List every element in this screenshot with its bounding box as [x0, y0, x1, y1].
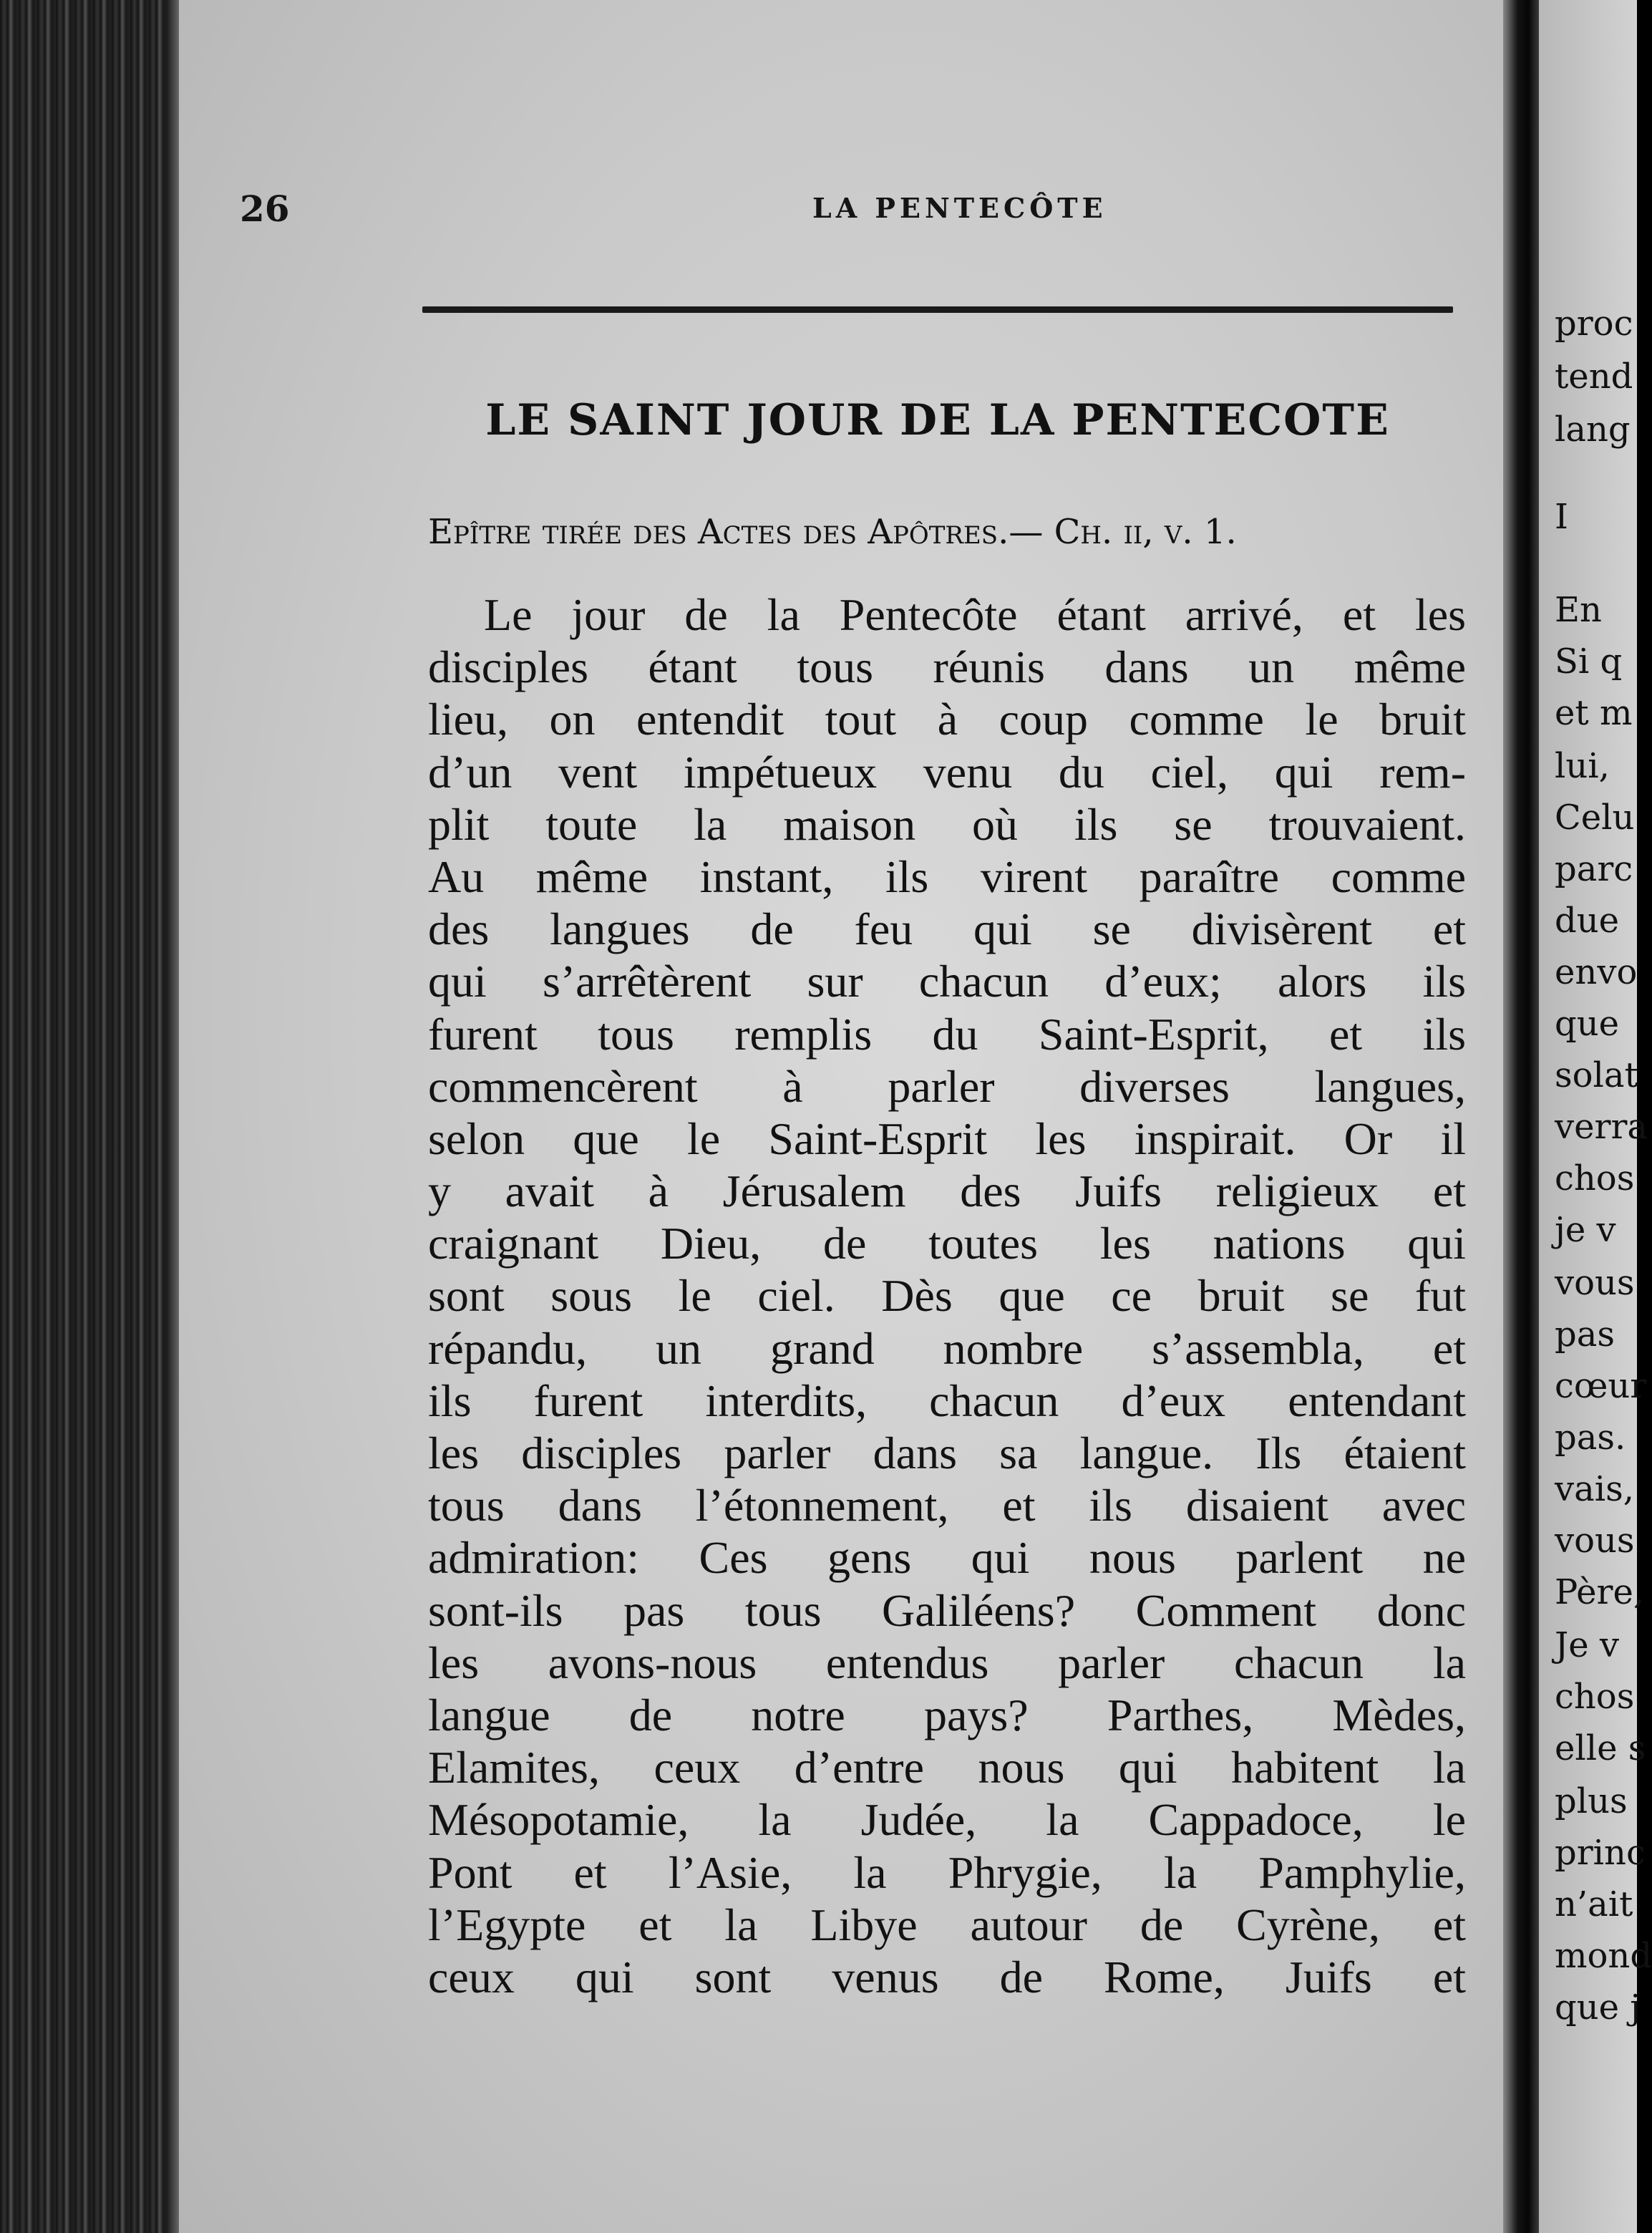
page-number: 26: [240, 188, 290, 230]
running-head-title: LA PENTECÔTE: [812, 192, 1107, 224]
facing-page-line: Je v: [1555, 1625, 1620, 1665]
text-line: d’un vent impétueux venu du ciel, qui rem-: [428, 746, 1466, 798]
text-line: craignant Dieu, de toutes les nations qui: [428, 1218, 1466, 1269]
facing-page-line: Celu: [1555, 798, 1635, 838]
facing-page-line: parc: [1555, 849, 1633, 889]
text-line: langue de notre pays? Parthes, Mèdes,: [428, 1689, 1466, 1740]
text-line: admiration: Ces gens qui nous parlent ne: [428, 1532, 1466, 1584]
text-line: selon que le Saint-Esprit les inspirait. Or il: [428, 1113, 1466, 1164]
chapter-title: LE SAINT JOUR DE LA PENTECOTE: [485, 395, 1390, 445]
facing-page-line: verra: [1555, 1107, 1648, 1147]
text-line: Pont et l’Asie, la Phrygie, la Pamphylie,: [428, 1846, 1466, 1898]
facing-page-line: Si q: [1555, 641, 1623, 682]
facing-page: [1539, 0, 1652, 2233]
facing-page-line: n’ait: [1555, 1884, 1633, 1924]
text-line: Mésopotamie, la Judée, la Cappadoce, le: [428, 1794, 1466, 1846]
facing-page-line: que: [1555, 1004, 1620, 1044]
facing-page-line: chos: [1555, 1158, 1635, 1198]
facing-page-line: tend: [1555, 357, 1633, 397]
text-line: Au même instant, ils virent paraître comme: [428, 851, 1466, 902]
facing-page-line: cœur: [1555, 1366, 1647, 1406]
facing-page-line: I: [1555, 497, 1568, 537]
text-line: sont-ils pas tous Galiléens? Comment donc: [428, 1584, 1466, 1636]
text-line: Elamites, ceux d’entre nous qui habitent la: [428, 1742, 1466, 1793]
facing-page-line: princ: [1555, 1833, 1646, 1873]
text-line: lieu, on entendit tout à coup comme le bruit: [428, 694, 1466, 745]
facing-page-line: En: [1555, 590, 1602, 630]
header-rule: [422, 306, 1453, 313]
text-line: furent tous remplis du Saint-Esprit, et ils: [428, 1008, 1466, 1060]
facing-page-line: lui,: [1555, 746, 1610, 786]
facing-page-line: chos: [1555, 1677, 1635, 1717]
text-line: sont sous le ciel. Dès que ce bruit se fut: [428, 1270, 1466, 1322]
body-text: [428, 588, 1466, 2003]
text-line: l’Egypte et la Libye autour de Cyrène, et: [428, 1899, 1466, 1950]
facing-page-line: envo: [1555, 952, 1638, 992]
facing-page-line: vais,: [1555, 1469, 1634, 1509]
facing-page-line: mond: [1555, 1936, 1652, 1976]
text-line: répandu, un grand nombre s’assembla, et: [428, 1322, 1466, 1374]
text-line: des langues de feu qui se divisèrent et: [428, 904, 1466, 955]
facing-page-line: elle s: [1555, 1728, 1646, 1768]
facing-page-line: plus: [1555, 1781, 1628, 1821]
text-line: plit toute la maison où ils se trouvaient.: [428, 798, 1466, 850]
text-line: Le jour de la Pentecôte étant arrivé, et les: [484, 589, 1466, 640]
facing-page-line: je v: [1555, 1210, 1616, 1250]
text-line: les disciples parler dans sa langue. Ils étaient: [428, 1428, 1466, 1478]
text-line: y avait à Jérusalem des Juifs religieux et: [428, 1166, 1466, 1217]
epistle-source: Epître tirée des Actes des Apôtres.— Ch. ii, v. 1.: [428, 512, 1237, 552]
facing-page-line: solat: [1555, 1055, 1638, 1095]
facing-page-line: vous: [1555, 1263, 1635, 1303]
text-line: disciples étant tous réunis dans un même: [428, 641, 1466, 693]
text-line: ils furent interdits, chacun d’eux entendant: [428, 1375, 1466, 1426]
text-line: ceux qui sont venus de Rome, Juifs et: [428, 1951, 1466, 2002]
facing-page-line: lang: [1555, 410, 1631, 450]
facing-page-line: Père,: [1555, 1572, 1645, 1612]
facing-page-line: que j: [1555, 1987, 1641, 2028]
facing-page-line: vous: [1555, 1521, 1635, 1561]
facing-page-line: proc: [1555, 304, 1633, 344]
facing-page-line: due: [1555, 901, 1620, 941]
text-line: tous dans l’étonnement, et ils disaient avec: [428, 1480, 1466, 1531]
facing-page-line: pas: [1555, 1314, 1615, 1355]
text-line: qui s’arrêtèrent sur chacun d’eux; alors ils: [428, 956, 1466, 1007]
text-line: les avons-nous entendus parler chacun la: [428, 1637, 1466, 1688]
text-line: commencèrent à parler diverses langues,: [428, 1060, 1466, 1112]
book-gutter: [1503, 0, 1539, 2233]
facing-page-line: et m: [1555, 693, 1633, 733]
page-edges: [0, 0, 179, 2233]
facing-page-line: pas.: [1555, 1418, 1626, 1458]
